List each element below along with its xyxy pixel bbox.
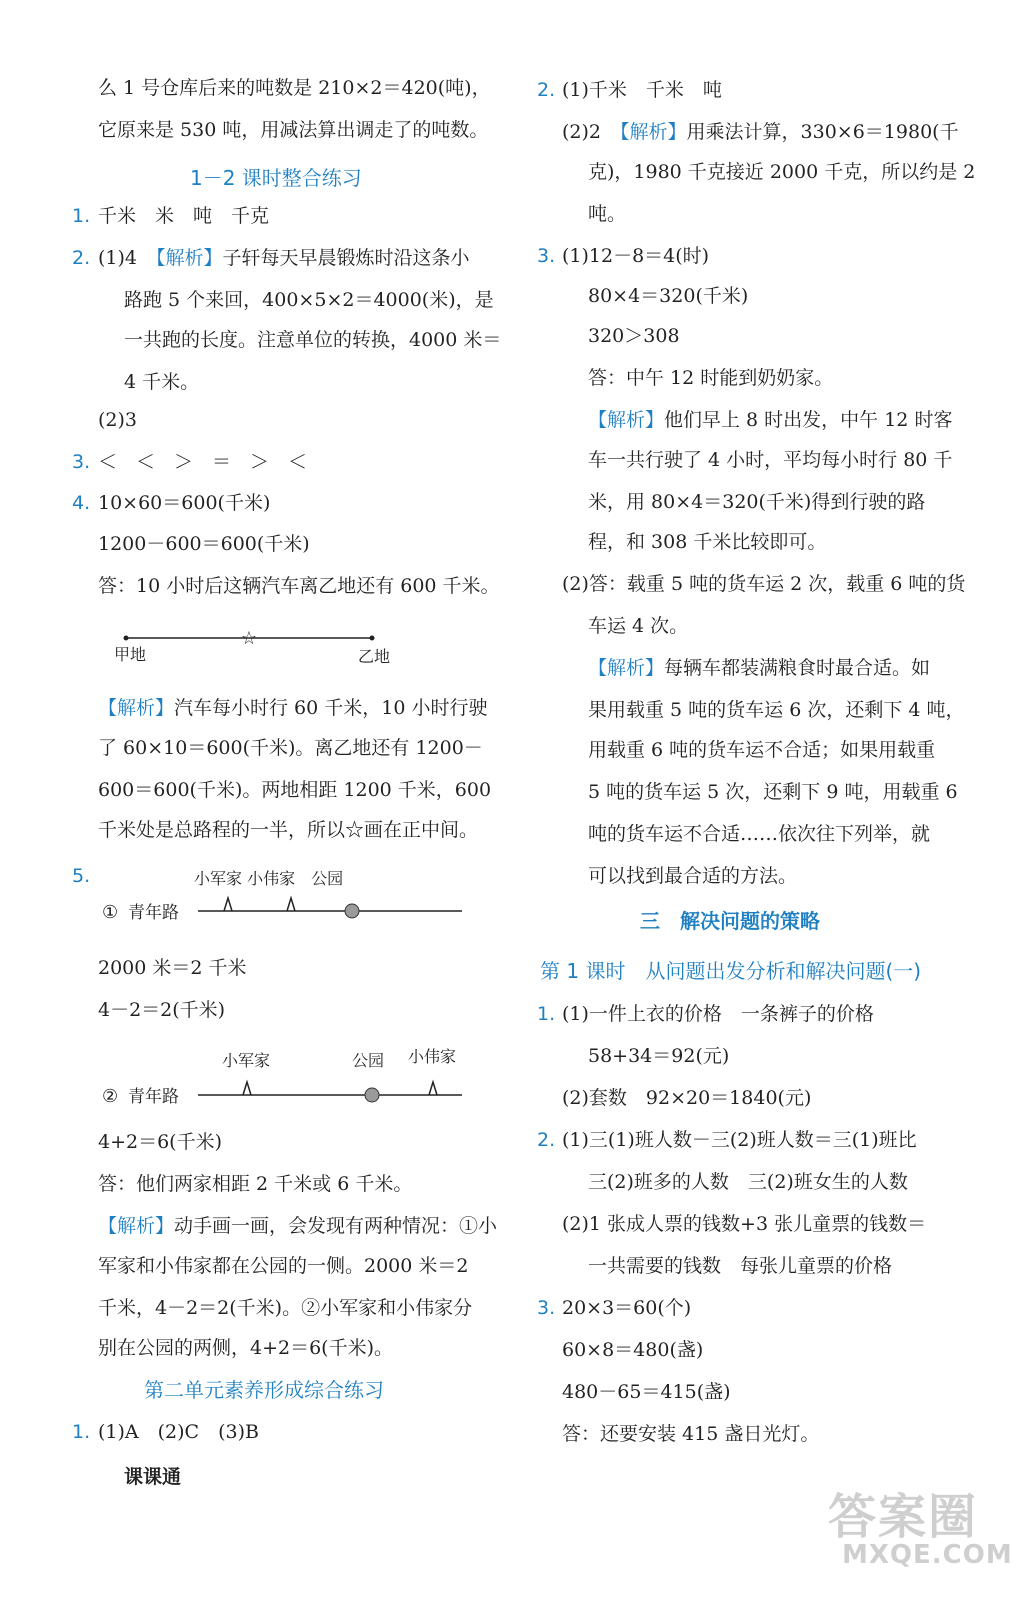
- q5-line-1: 2000 米＝2 千米: [98, 957, 247, 979]
- r-q3-p2-analysis-line-4: 5 吨的货车运 5 次，还剩下 9 吨，用载重 6: [588, 781, 958, 803]
- analysis-tag: 【解析】: [588, 657, 665, 679]
- r-q2-line-3: 克)，1980 千克接近 2000 千克，所以约是 2: [588, 161, 976, 183]
- q1-answer: 千米 米 吨 千克: [98, 205, 270, 227]
- q2-line-4: 4 千米。: [124, 371, 200, 393]
- q5-analysis-line-1: [98, 1214, 497, 1238]
- s2-q1-answer: (1)A (2)C (3)B: [98, 1421, 259, 1443]
- q1-number: 1.: [72, 205, 91, 227]
- r-q3-analysis-line-3: 米，用 80×4＝320(千米)得到行驶的路: [588, 491, 926, 513]
- q2-part-2: (2)3: [98, 409, 138, 431]
- q4-number: 4.: [72, 492, 91, 514]
- intro-line-1: 么 1 号仓库后来的吨数是 210×2＝420(吨)，: [98, 77, 491, 99]
- q5-d2-xiaojun-house-marker: [243, 1082, 251, 1095]
- r-q2-line-1: (1)千米 千米 吨: [562, 79, 722, 101]
- q4-road-diagram: [108, 622, 408, 670]
- r-q3-p2-analysis-line-2: 果用载重 5 吨的货车运 6 次，还剩下 4 吨，: [588, 699, 965, 721]
- r-q2-line-4: 吨。: [588, 203, 627, 225]
- r-q2-prefix: (2)2: [562, 121, 621, 143]
- r-q3-part-2-line-2: 车运 4 次。: [588, 615, 689, 637]
- l-q1-line-2: 58+34＝92(元): [588, 1045, 730, 1067]
- q5-analysis-text: 动手画一画，会发现有两种情况：①小: [174, 1215, 498, 1237]
- q5-d1-labels: 小军家 小伟家 公园: [194, 869, 344, 888]
- q4-answer: 答：10 小时后这辆汽车离乙地还有 600 千米。: [98, 575, 500, 597]
- q5-d1-xiaojun-house-marker: [224, 898, 232, 911]
- r-q2-analysis-text: 用乘法计算，330×6＝1980(千: [686, 121, 959, 143]
- l-q3-line-1: 20×3＝60(个): [562, 1297, 692, 1319]
- r-q3-answer: 答：中午 12 时能到奶奶家。: [588, 367, 834, 389]
- l-q2-line-4: 一共需要的钱数 每张儿童票的价格: [588, 1255, 893, 1277]
- q5-answer: 答：他们两家相距 2 千米或 6 千米。: [98, 1173, 413, 1195]
- q4-analysis-line-3: 600＝600(千米)。两地相距 1200 千米，600: [98, 779, 492, 801]
- l-q3-answer: 答：还要安装 415 盏日光灯。: [562, 1423, 820, 1445]
- r-q3-part-2-line-1: (2)答：载重 5 吨的货车运 2 次，载重 6 吨的货: [562, 573, 966, 595]
- r-q2-part-2: [562, 120, 959, 144]
- analysis-tag: 【解析】: [620, 121, 687, 143]
- q5-line-3: 4+2＝6(千米): [98, 1131, 223, 1153]
- analysis-tag: 【解析】: [588, 409, 665, 431]
- r-q3-number: 3.: [537, 245, 556, 267]
- q5-d2-xiaowei-house-marker: [429, 1082, 437, 1095]
- l-q1-line-3: (2)套数 92×20＝1840(元): [562, 1087, 812, 1109]
- q5-d1-xiaowei-house-marker: [287, 898, 295, 911]
- section-title-1: 1－2 课时整合练习: [190, 166, 362, 190]
- q2-line-3: 一共跑的长度。注意单位的转换，4000 米＝: [124, 329, 502, 351]
- l-q3-number: 3.: [537, 1297, 556, 1319]
- r-q3-line-2: 80×4＝320(千米): [588, 285, 749, 307]
- r-q3-p2-analysis-text: 每辆车都装满粮食时最合适。如: [664, 657, 931, 679]
- q5-d2-park-label: 公园: [352, 1051, 385, 1070]
- section-title-2: 第二单元素养形成综合练习: [144, 1378, 384, 1402]
- q4-start-dot: [124, 636, 129, 641]
- l-q2-number: 2.: [537, 1129, 556, 1151]
- l-q3-line-3: 480－65＝415(盏): [562, 1381, 731, 1403]
- l-q3-line-2: 60×8＝480(盏): [562, 1339, 704, 1361]
- r-q3-analysis-line-4: 程，和 308 千米比较即可。: [588, 531, 827, 553]
- r-q3-analysis-text: 他们早上 8 时出发，中午 12 时客: [664, 409, 953, 431]
- q2-prefix: (1)4: [98, 247, 157, 269]
- q4-end-label: 乙地: [358, 647, 391, 666]
- l-q1-number: 1.: [537, 1003, 556, 1025]
- q2-line-2: 路跑 5 个来回，400×5×2＝4000(米)，是: [124, 289, 494, 311]
- q5-d2-road-name: 青年路: [128, 1087, 179, 1107]
- unit-title: 三 解决问题的策略: [640, 909, 820, 933]
- r-q3-p2-analysis-line-3: 用载重 6 吨的货车运不合适；如果用载重: [588, 739, 936, 761]
- analysis-tag: 【解析】: [156, 247, 223, 269]
- q4-analysis-line-1: [98, 696, 488, 720]
- q4-line-2: 1200－600＝600(千米): [98, 533, 310, 555]
- q3-answer: ＜ ＜ ＞ ＝ ＞ ＜: [98, 451, 308, 473]
- brand-name: 课课通: [124, 1466, 182, 1488]
- q5-d1-circle-number: ①: [102, 902, 119, 923]
- r-q3-analysis-line-1: [588, 408, 952, 432]
- q5-analysis-line-4: 别在公园的两侧，4+2＝6(千米)。: [98, 1337, 394, 1359]
- q5-d2-xiaowei-label: 小伟家: [408, 1047, 457, 1066]
- l-q2-line-3: (2)1 张成人票的钱数+3 张儿童票的钱数＝: [562, 1213, 927, 1235]
- analysis-tag: 【解析】: [98, 697, 175, 719]
- q5-d2-circle-number: ②: [102, 1086, 119, 1107]
- lesson-title: 第 1 课时 从问题出发分析和解决问题(一): [540, 959, 922, 983]
- watermark-logo: 答案圈: [828, 1489, 979, 1545]
- q5-diagram-2: [98, 1044, 478, 1116]
- q5-d2-xiaojun-label: 小军家: [222, 1051, 271, 1070]
- analysis-tag: 【解析】: [98, 1215, 175, 1237]
- q5-d1-park-marker: [345, 904, 359, 918]
- r-q3-analysis-line-2: 车一共行驶了 4 小时，平均每小时行 80 千: [588, 449, 953, 471]
- q4-star-mark: ☆: [240, 628, 258, 649]
- r-q3-line-1: (1)12－8＝4(时): [562, 245, 710, 267]
- q5-d2-park-marker: [365, 1088, 379, 1102]
- r-q3-p2-analysis-line-1: [588, 656, 930, 680]
- r-q2-number: 2.: [537, 79, 556, 101]
- q4-line-1: 10×60＝600(千米): [98, 492, 271, 514]
- q5-diagram-1: [98, 862, 478, 932]
- r-q3-line-3: 320＞308: [588, 325, 680, 347]
- q4-analysis-text: 汽车每小时行 60 千米，10 小时行驶: [174, 697, 488, 719]
- watermark-url: MXQE.COM: [842, 1540, 1013, 1570]
- q4-end-dot: [370, 636, 375, 641]
- q5-line-2: 4－2＝2(千米): [98, 999, 226, 1021]
- q5-number: 5.: [72, 865, 91, 887]
- q4-analysis-line-4: 千米处是总路程的一半，所以☆画在正中间。: [98, 819, 479, 841]
- l-q1-line-1: (1)一件上衣的价格 一条裤子的价格: [562, 1003, 874, 1025]
- q4-analysis-line-2: 了 60×10＝600(千米)。离乙地还有 1200－: [98, 737, 483, 759]
- q4-start-label: 甲地: [114, 645, 147, 664]
- q5-d1-road-name: 青年路: [128, 903, 179, 923]
- q5-analysis-line-3: 千米，4－2＝2(千米)。②小军家和小伟家分: [98, 1297, 473, 1319]
- q2-analysis-text: 子轩每天早晨锻炼时沿这条小: [222, 247, 470, 269]
- q2-line-1: [98, 246, 470, 270]
- r-q3-p2-analysis-line-5: 吨的货车运不合适……依次往下列举，就: [588, 823, 931, 845]
- intro-line-2: 它原来是 530 吨，用减法算出调走了的吨数。: [98, 119, 489, 141]
- r-q3-p2-analysis-line-6: 可以找到最合适的方法。: [588, 865, 798, 887]
- q5-analysis-line-2: 军家和小伟家都在公园的一侧。2000 米＝2: [98, 1255, 469, 1277]
- l-q2-line-1: (1)三(1)班人数－三(2)班人数＝三(1)班比: [562, 1129, 917, 1151]
- l-q2-line-2: 三(2)班多的人数 三(2)班女生的人数: [588, 1171, 908, 1193]
- s2-q1-number: 1.: [72, 1421, 91, 1443]
- q3-number: 3.: [72, 451, 91, 473]
- q2-number: 2.: [72, 247, 91, 269]
